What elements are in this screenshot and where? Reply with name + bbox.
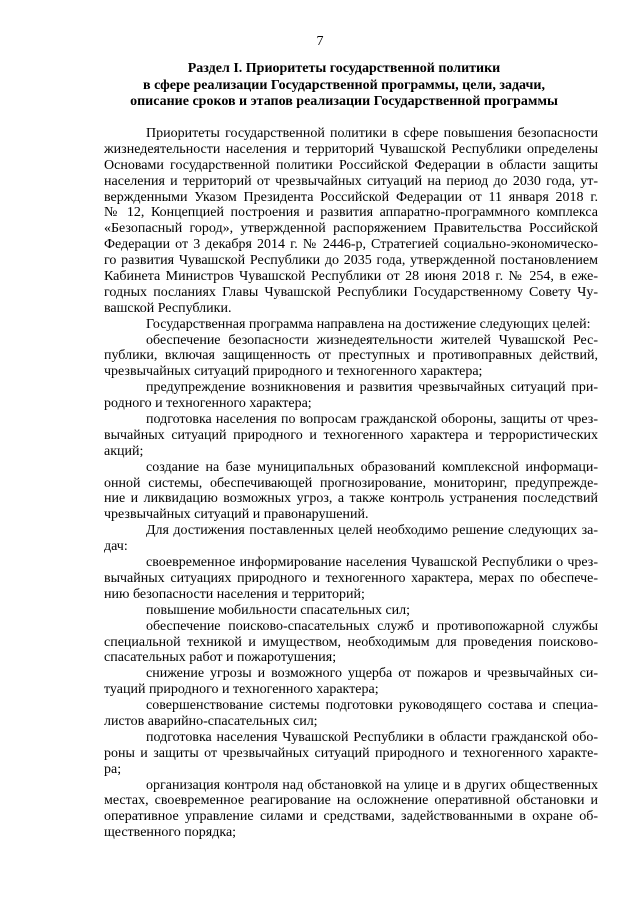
body-paragraph [104,619,598,667]
section-heading-line: описание сроков и этапов реализации Государственной программы [130,94,558,109]
paragraph-line: повышение мобильности спасательных сил; [146,602,411,618]
paragraph-line: родного и техногенного характера; [104,396,312,412]
paragraph-line: нию безопасности населения и территорий; [104,586,365,602]
paragraph-line: Кабинета Министров Чувашской Республики от 28 июня 2018 г. № 254, в еже- [104,269,598,285]
paragraph-line: обеспечение безопасности жизнедеятельности жителей Чувашской Рес- [146,332,598,348]
paragraph-line: вычайных ситуаций природного и техногенного характера и террористических [104,427,598,443]
paragraph-line: туаций природного и техногенного характера; [104,682,379,698]
body-paragraph [104,412,598,460]
paragraph-line: ние и ликвидацию возможных угроз, а также контроль устранения последствий [104,491,598,507]
paragraph-line: вержденными Указом Президента Российской Федерации от 11 января 2018 г. [104,189,598,205]
paragraph-line: акций; [104,443,144,459]
body-paragraph [104,460,598,524]
paragraph-line: онной системы, обеспечивающей прогнозирование, мониторинг, предупрежде- [104,475,598,491]
paragraph-line: «Безопасный город», утвержденной распоряжением Правительства Российской [104,221,598,237]
body-paragraph [104,666,598,698]
paragraph-line: подготовка населения Чувашской Республики в области гражданской обо- [146,729,598,745]
paragraph-line: Основами государственной политики Российской Федерации в области защиты [104,157,598,173]
paragraph-line: публики, включая защищенность от преступных и противоправных действий, [104,348,598,364]
body-paragraph [104,698,598,730]
body-paragraph [104,333,598,381]
body-paragraph [104,555,598,603]
paragraph-line: чрезвычайных ситуаций и правонарушений. [104,507,369,523]
paragraph-line: снижение угрозы и возможного ущерба от пожаров и чрезвычайных си- [146,666,598,682]
paragraph-line: совершенствование системы подготовки руководящего состава и специа- [146,698,598,714]
paragraph-line: № 12, Концепцией построения и развития аппаратно-программного комплекса [104,205,598,221]
body-paragraph [104,523,598,555]
page-number: 7 [316,34,324,49]
paragraph-line: годных посланиях Главы Чувашской Республики Государственному Совету Чу- [104,284,598,300]
paragraph-line: Приоритеты государственной политики в сфере повышения безопасности [146,126,598,141]
paragraph-line: Государственная программа направлена на достижение следующих целей: [146,316,591,332]
paragraph-line: подготовка населения по вопросам гражданской обороны, защиты от чрез- [146,412,598,428]
paragraph-line: щественного порядка; [104,825,237,841]
paragraph-line: го развития Чувашской Республики до 2035 года, утвержденной постановлением [104,253,598,269]
paragraph-line: населения и территорий от чрезвычайных ситуаций на период до 2030 года, ут- [104,173,598,189]
paragraph-line: местах, своевременное реагирование на осложнение оперативной обстановки и [104,793,598,809]
paragraph-line: организация контроля над обстановкой на улице и в других общественных [146,777,598,793]
paragraph-line: спасательных работ и пожаротушения; [104,650,337,666]
paragraph-line: обеспечение поисково-спасательных служб и противопожарной службы [146,618,598,634]
body-paragraph [104,730,598,778]
body-paragraph [104,778,598,842]
paragraph-line: своевременное информирование населения Чувашской Республики о чрез- [146,555,598,571]
body-paragraph [104,603,598,619]
body-paragraph [104,317,598,333]
paragraph-line: листов аварийно-спасательных сил; [104,713,318,729]
paragraph-line: чрезвычайных ситуаций природного и техногенного характера; [104,364,483,380]
paragraph-line: роны и защиты от чрезвычайных ситуаций природного и техногенного характе- [104,745,598,761]
paragraph-line: предупреждение возникновения и развития чрезвычайных ситуаций при- [146,380,598,396]
section-heading-line: в сфере реализации Государственной программы, цели, задачи, [143,77,545,93]
paragraph-line: Для достижения поставленных целей необходимо решение следующих за- [146,523,598,539]
paragraph-line: оперативное управление силами и средствами, задействованными в охране об- [104,809,598,825]
paragraph-line: специальной техникой и имуществом, необходимым для проведения поисково- [104,634,598,650]
paragraph-line: дач: [104,539,128,555]
section-heading-line: Раздел I. Приоритеты государственной политики [187,61,501,76]
body-paragraph [104,126,598,317]
paragraph-line: ра; [104,761,122,777]
body-paragraph [104,380,598,412]
paragraph-line: жизнедеятельности населения и территорий Чувашской Республики определены [104,141,598,157]
paragraph-line: создание на базе муниципальных образований комплексной информаци- [146,459,598,475]
document-body [104,126,598,841]
paragraph-line: Федерации от 3 декабря 2014 г. № 2446-р, Стратегией социально-экономическо- [104,237,598,253]
paragraph-line: вашской Республики. [104,300,232,316]
section-heading [90,61,598,111]
paragraph-line: вычайных ситуациях природного и техногенного характера, мерах по обеспече- [104,570,598,586]
